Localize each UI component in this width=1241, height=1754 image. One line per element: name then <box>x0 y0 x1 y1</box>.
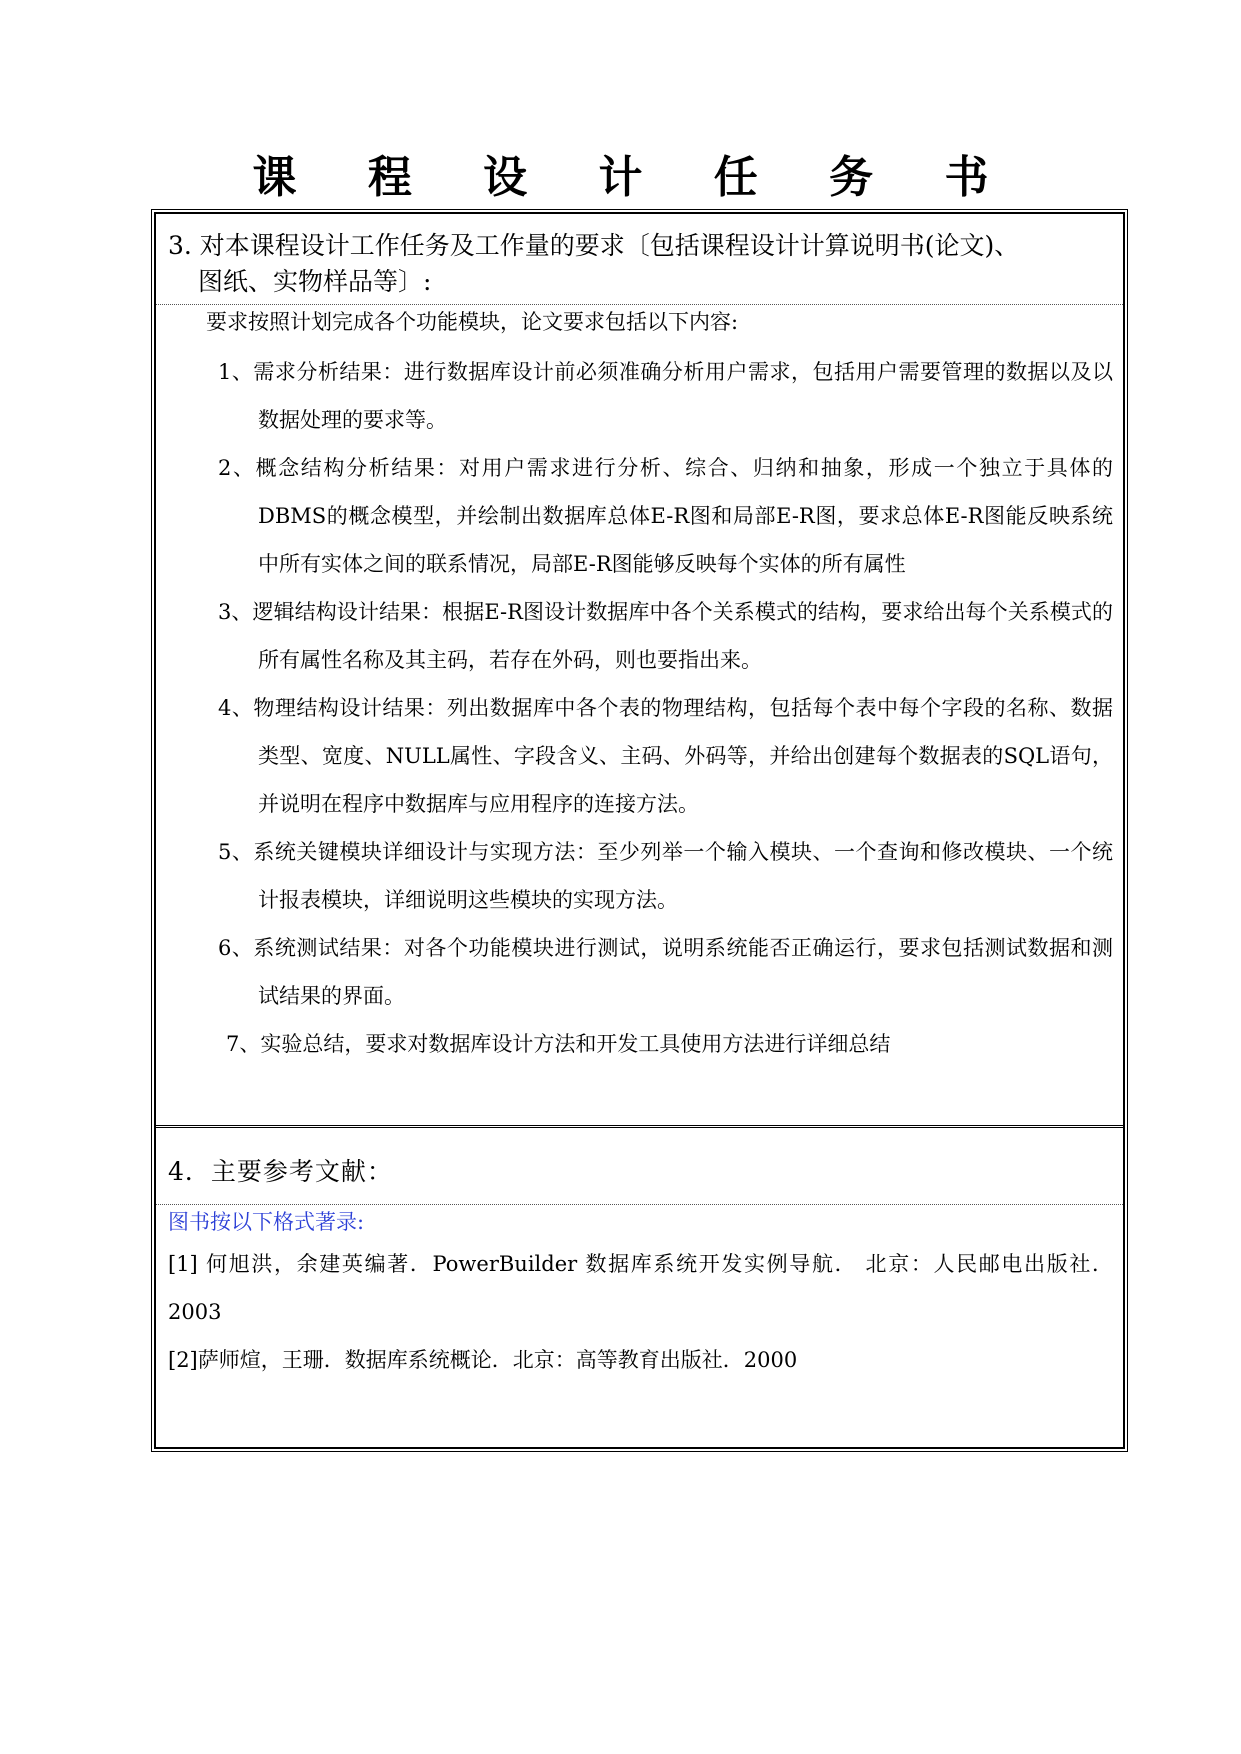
references-heading: 4．主要参考文献： <box>168 1157 393 1186</box>
task-form-table <box>154 212 1125 1449</box>
requirements-intro: 要求按照计划完成各个功能模块，论文要求包括以下内容: <box>206 310 739 334</box>
requirement-item-4: 4、物理结构设计结果：列出数据库中各个表的物理结构，包括每个表中每个字段的名称、数据类型、宽度、NULL属性、字段含义、主码、外码等，并给出创建每个数据表的SQL语句，并说明在程序中数据库与应用程序的连接方法。 <box>218 696 1113 816</box>
references-list <box>168 1240 1113 1384</box>
requirement-item-2: 2、概念结构分析结果：对用户需求进行分析、综合、归纳和抽象，形成一个独立于具体的DBMS的概念模型，并绘制出数据库总体E-R图和局部E-R图，要求总体E-R图能反映系统中所有实体之间的联系情况，局部E-R图能够反映每个实体的所有属性 <box>218 456 1113 576</box>
reference-item-1: [1] 何旭洪，余建英编著．PowerBuilder 数据库系统开发实例导航． 北京：人民邮电出版社． 2003 <box>168 1252 1113 1324</box>
requirements-heading-line2: 图纸、实物样品等〕: <box>198 267 432 296</box>
requirement-item-3: 3、逻辑结构设计结果：根据E-R图设计数据库中各个关系模式的结构，要求给出每个关系模式的所有属性名称及其主码，若存在外码，则也要指出来。 <box>218 600 1113 672</box>
requirements-list <box>218 348 1113 1068</box>
requirement-item-7: 7、实验总结，要求对数据库设计方法和开发工具使用方法进行详细总结 <box>226 1032 891 1056</box>
requirement-item-1: 1、需求分析结果：进行数据库设计前必须准确分析用户需求，包括用户需要管理的数据以及以数据处理的要求等。 <box>218 360 1113 432</box>
requirements-section <box>156 214 1123 1128</box>
reference-item-2: [2]萨师煊，王珊．数据库系统概论．北京：高等教育出版社．2000 <box>168 1348 798 1372</box>
references-section <box>156 1128 1123 1447</box>
page-title: 课 程 设 计 任 务 书 <box>252 152 1017 203</box>
requirement-item-6: 6、系统测试结果：对各个功能模块进行测试，说明系统能否正确运行，要求包括测试数据和测试结果的界面。 <box>218 936 1113 1008</box>
requirements-heading <box>168 228 1117 300</box>
requirements-heading-line1: 3. 对本课程设计工作任务及工作量的要求〔包括课程设计计算说明书(论文)、 <box>168 231 1020 260</box>
dotted-divider <box>156 304 1123 305</box>
requirement-item-5: 5、系统关键模块详细设计与实现方法：至少列举一个输入模块、一个查询和修改模块、一个统计报表模块，详细说明这些模块的实现方法。 <box>218 840 1113 912</box>
references-format-note: 图书按以下格式著录: <box>168 1210 365 1234</box>
